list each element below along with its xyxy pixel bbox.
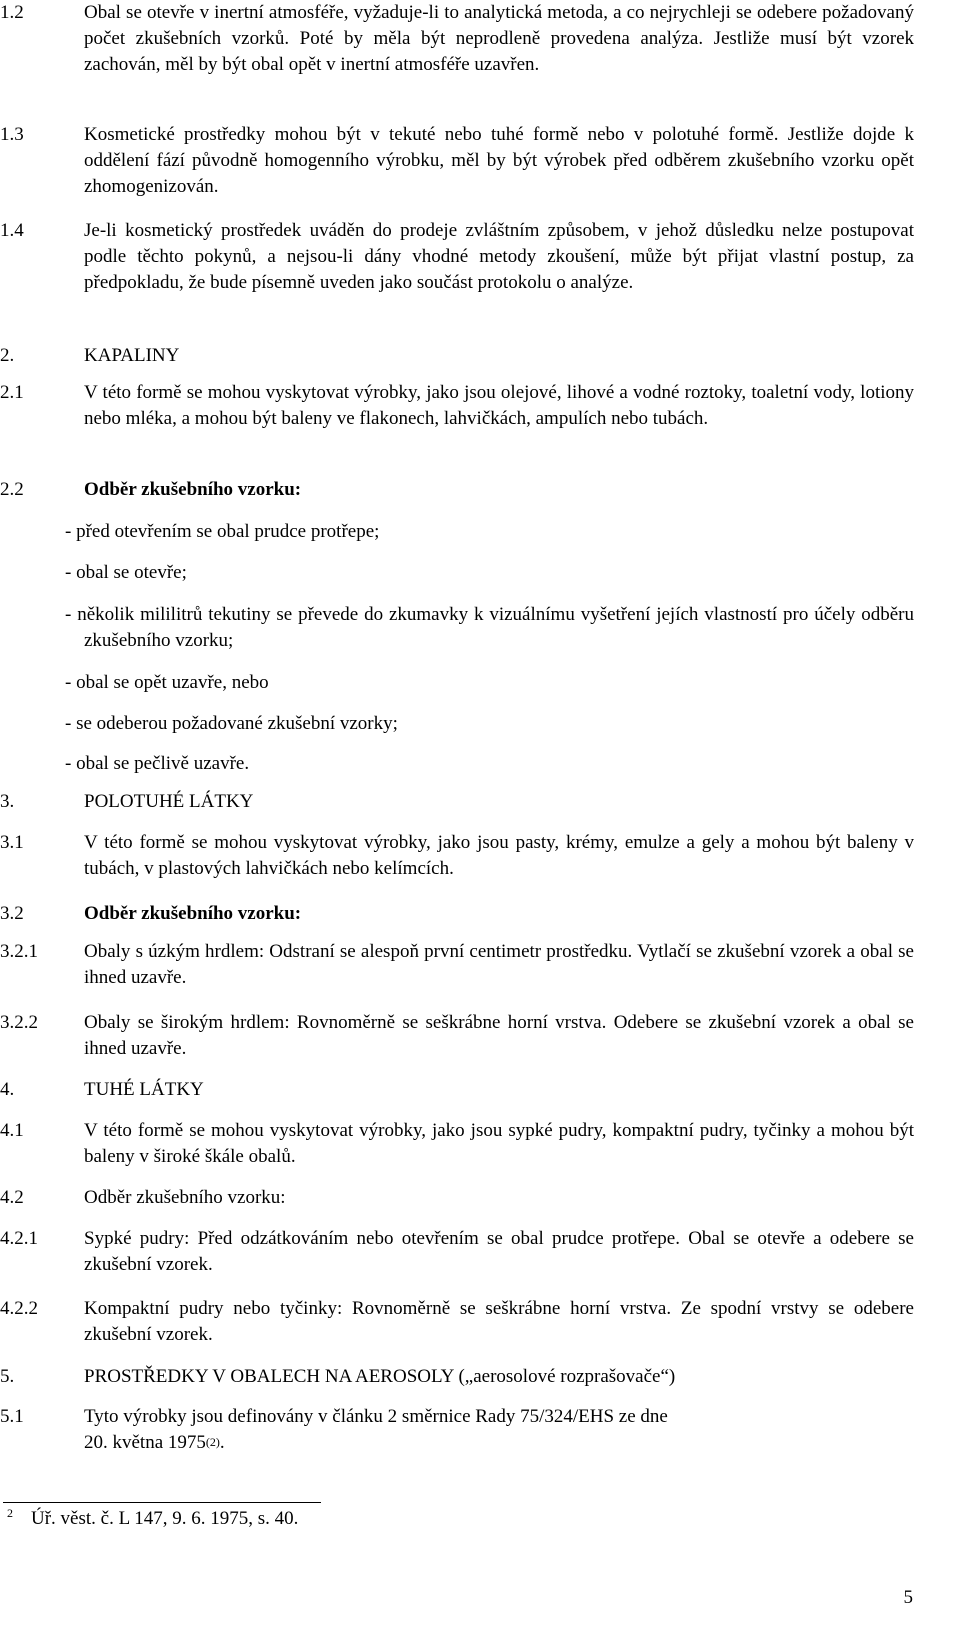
paragraph-number: 2.1 [0,382,24,403]
section-number: 4. [0,1079,15,1100]
paragraph-text: Je-li kosmetický prostředek uváděn do prodeje zvláštním způsobem, v jehož důsledku nelze postupovat podle těchto pokynů, a nejsou-li dány vhodné metody zkoušení, může být přijat vlastní postup, za předpokladu, že bude písemně uveden jako součást protokolu o analýze. [84,220,914,293]
footnote-text: Úř. věst. č. L 147, 9. 6. 1975, s. 40. [31,1508,299,1529]
footnote-separator [3,1502,321,1503]
paragraph-text: Obaly s úzkým hrdlem: Odstraní se alespoň první centimetr prostředku. Vytlačí se zkušební vzorek a obal se ihned uzavře. [84,941,914,988]
footnote-reference: (2) [205,1435,220,1449]
section-title: KAPALINY [84,345,180,366]
paragraph-number: 4.2.2 [0,1298,38,1319]
subsection-title: Odběr zkušebního vzorku: [84,1187,286,1208]
paragraph-number: 4.2 [0,1187,24,1208]
paragraph-number: 3.2.1 [0,941,38,962]
footnote-mark: 2 [7,1506,13,1520]
paragraph-text: Sypké pudry: Před odzátkováním nebo otevřením se obal prudce protřepe. Obal se otevře a odebere se zkušební vzorek. [84,1228,914,1275]
subsection-title: Odběr zkušebního vzorku: [84,479,302,500]
paragraph-text: V této formě se mohou vyskytovat výrobky, jako jsou olejové, lihové a vodné roztoky, toaletní vody, lotiony nebo mléka, a mohou být baleny ve flakonech, lahvičkách, ampulích nebo tubách. [84,382,914,429]
list-item: - se odeberou požadované zkušební vzorky; [65,713,398,734]
paragraph-text: Obaly se širokým hrdlem: Rovnoměrně se seškrábne horní vrstva. Odebere se zkušební vzorek a obal se ihned uzavře. [84,1012,914,1059]
paragraph-number: 1.4 [0,220,24,241]
footnote [7,1508,298,1530]
paragraph-text: Kompaktní pudry nebo tyčinky: Rovnoměrně se seškrábne horní vrstva. Ze spodní vrstvy se odebere zkušební vzorek. [84,1298,914,1345]
paragraph-line-1: Tyto výrobky jsou definovány v článku 2 směrnice Rady 75/324/EHS ze dne [84,1406,668,1427]
paragraph-number: 4.2.1 [0,1228,38,1249]
list-item: - obal se opět uzavře, nebo [65,672,269,693]
paragraph-number: 3.2.2 [0,1012,38,1033]
paragraph-text: Kosmetické prostředky mohou být v tekuté nebo tuhé formě nebo v polotuhé formě. Jestliže dojde k oddělení fází původně homogenního výrobku, měl by být výrobek před odběrem zkušebního vzorku opět zhomogenizován. [84,124,914,197]
paragraph-number: 4.1 [0,1120,24,1141]
paragraph-number: 3.2 [0,903,24,924]
section-title: TUHÉ LÁTKY [84,1079,204,1100]
section-number: 3. [0,791,15,812]
paragraph-text: V této formě se mohou vyskytovat výrobky, jako jsou pasty, krémy, emulze a gely a mohou být baleny v tubách, v plastových lahvičkách nebo kelímcích. [84,832,914,879]
section-number: 2. [0,345,15,366]
list-item: - obal se pečlivě uzavře. [65,753,250,774]
paragraph-number: 3.1 [0,832,24,853]
section-title: PROSTŘEDKY V OBALECH NA AEROSOLY („aerosolové rozprašovače“) [84,1366,676,1387]
paragraph-end: . [219,1432,225,1453]
paragraph-line-2: 20. května 1975 [84,1432,206,1453]
section-number: 5. [0,1366,15,1387]
paragraph-text: V této formě se mohou vyskytovat výrobky, jako jsou sypké pudry, kompaktní pudry, tyčinky a mohou být baleny v široké škále obalů. [84,1120,914,1167]
list-item: - před otevřením se obal prudce protřepe; [65,521,380,542]
section-title: POLOTUHÉ LÁTKY [84,791,254,812]
subsection-title: Odběr zkušebního vzorku: [84,903,302,924]
paragraph-text [84,1404,914,1456]
paragraph-number: 5.1 [0,1406,24,1427]
list-item: - obal se otevře; [65,562,187,583]
paragraph-text: Obal se otevře v inertní atmosféře, vyžaduje-li to analytická metoda, a co nejrychleji se odebere požadovaný počet zkušebních vzorků. Poté by měla být neprodleně provedena analýza. Jestliže musí být vzorek zachován, měl by být obal opět v inertní atmosféře uzavřen. [84,2,914,75]
paragraph-number: 1.3 [0,124,24,145]
paragraph-number: 1.2 [0,2,24,23]
list-item: - několik mililitrů tekutiny se převede do zkumavky k vizuálnímu vyšetření jejích vlastností pro účely odběru zkušebního vzorku; [65,604,914,651]
page-number: 5 [903,1587,913,1608]
paragraph-number: 2.2 [0,479,24,500]
